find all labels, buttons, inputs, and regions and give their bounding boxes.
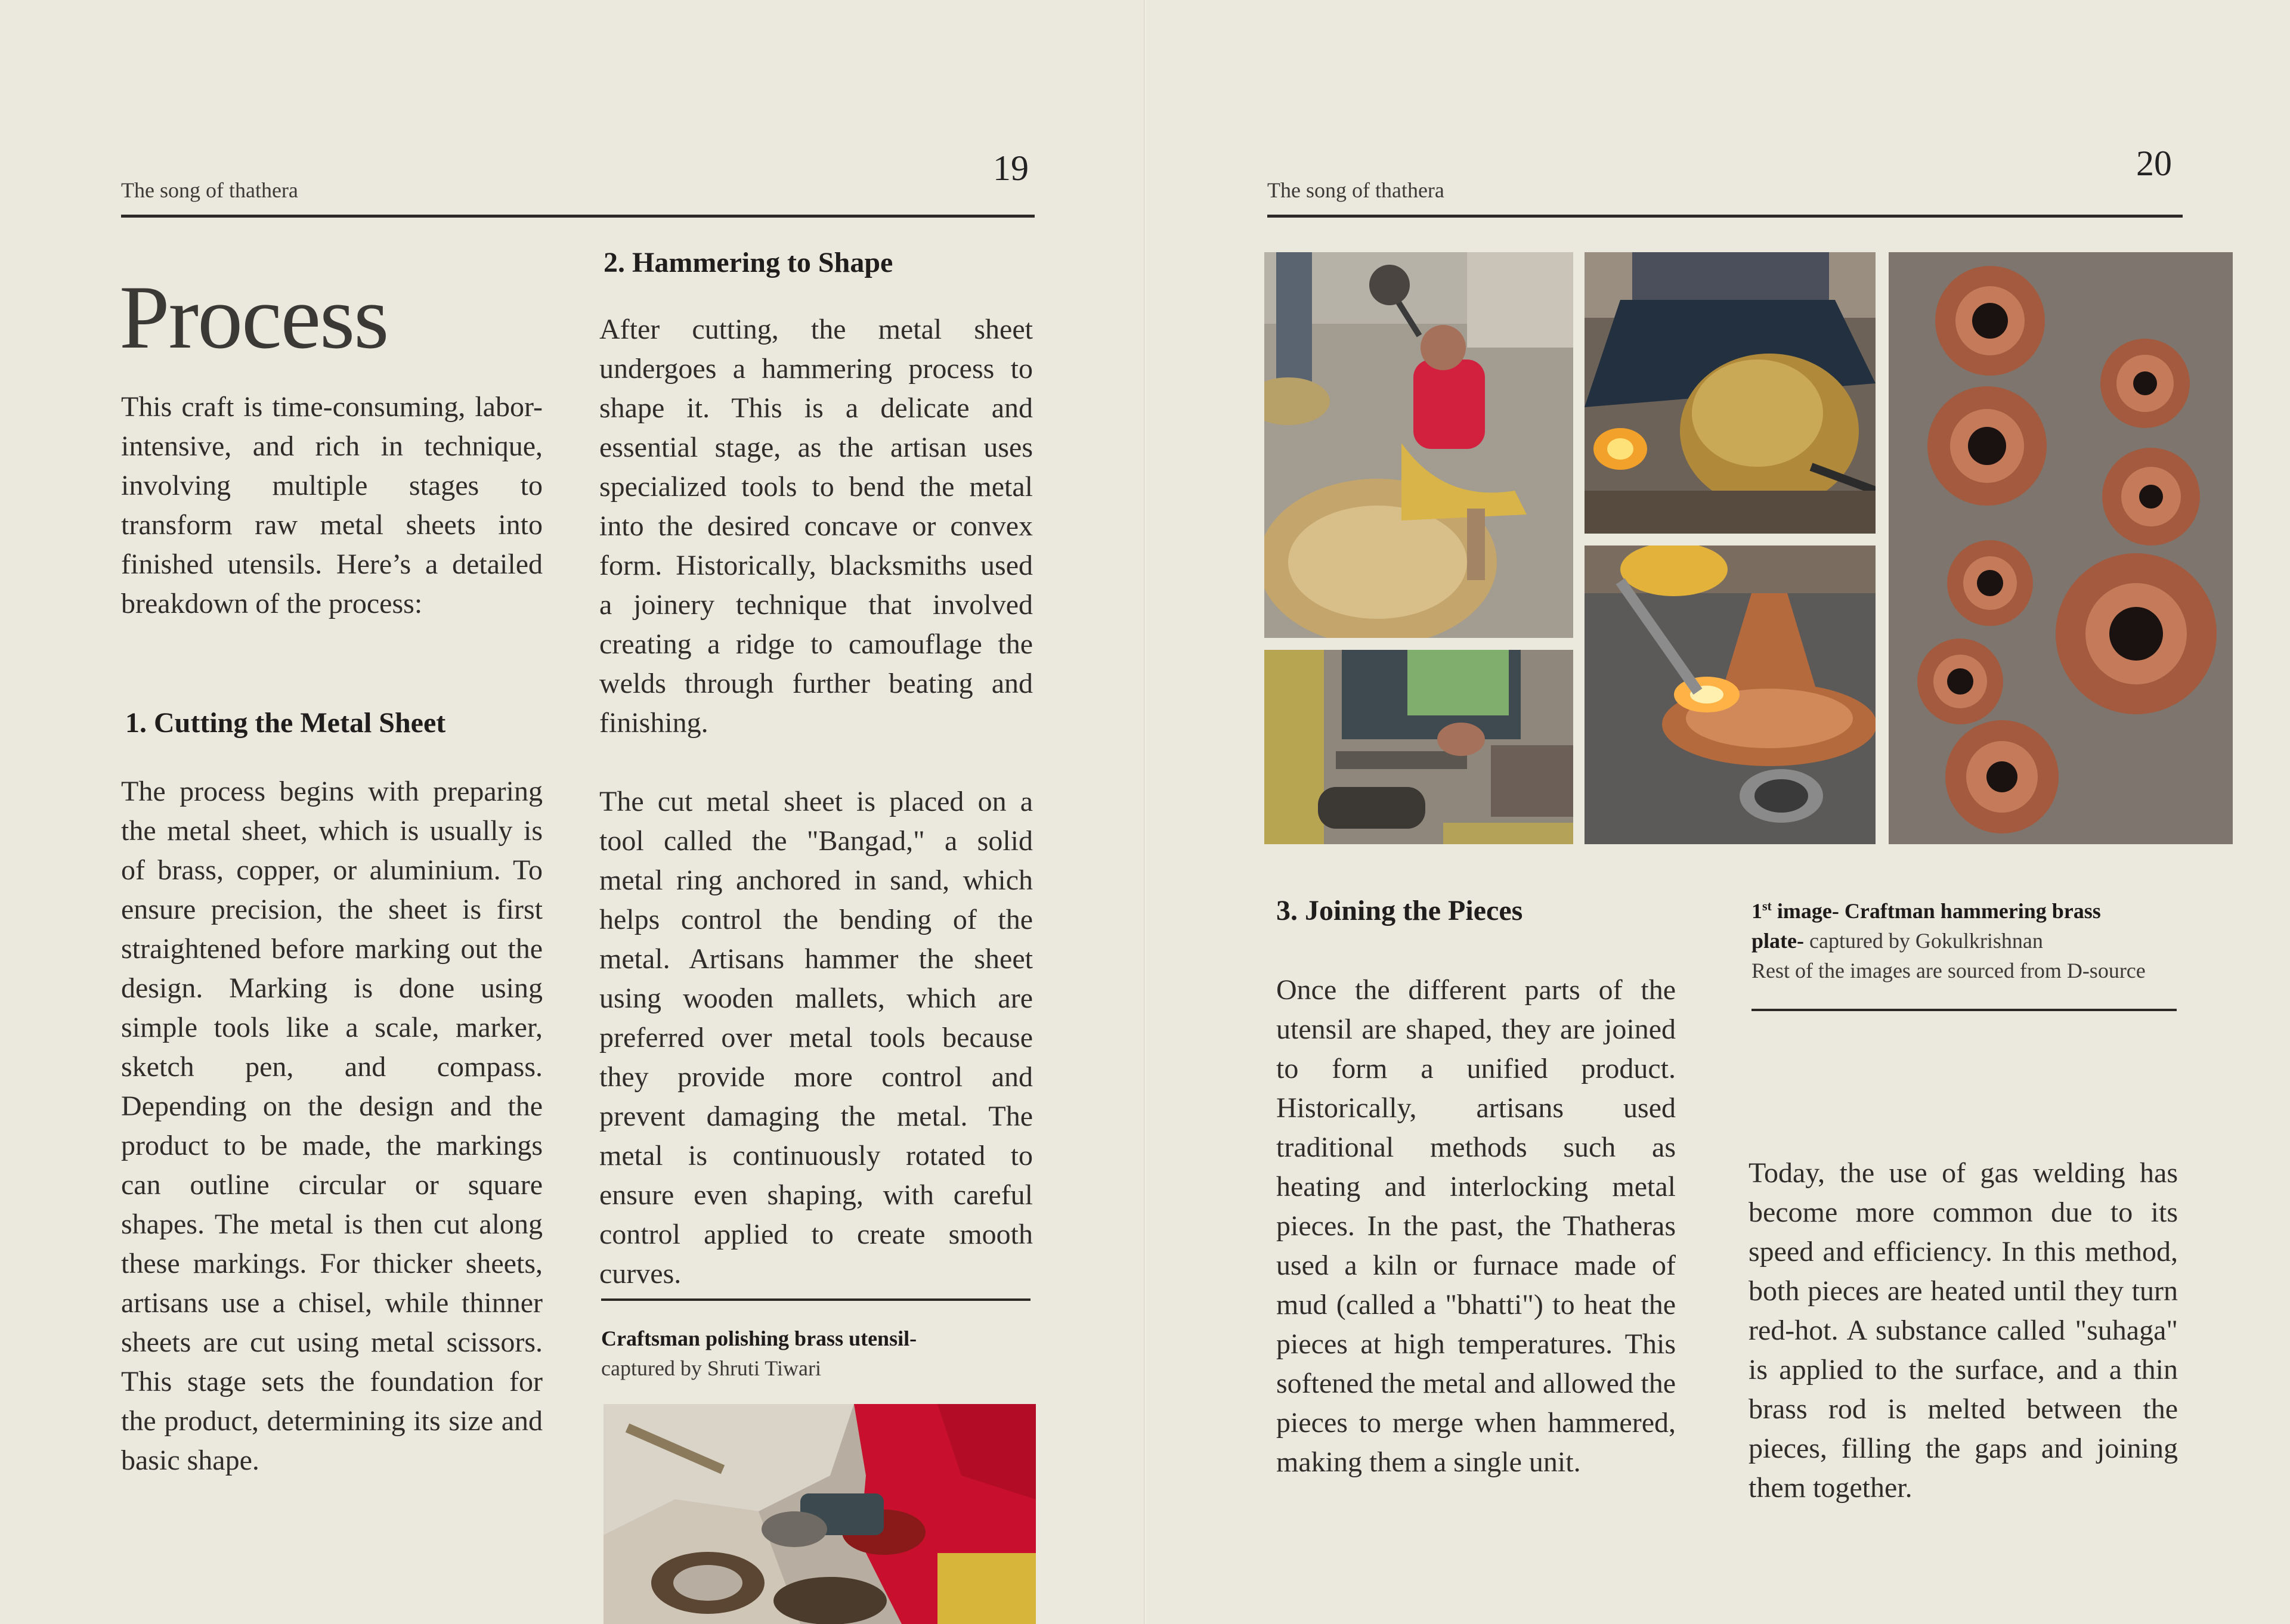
- copper-pots-photo: [1889, 252, 2233, 844]
- caption-bold-1: image- Craftman hammering brass: [1771, 899, 2101, 923]
- section-heading-joining: 3. Joining the Pieces: [1276, 895, 1523, 926]
- right-page: [1146, 0, 2290, 1624]
- chisel-cutting-photo: [1264, 650, 1573, 844]
- hammering-paragraph-2: The cut metal sheet is placed on a tool called the "Bangad," a solid metal ring anchored in sand, which helps control the bending of the metal. Artisans hammer the sheet using wooden mallets, which are preferred over metal tools because they provide more control and prevent damaging the metal. The metal is continuously rotated to ensure even shaping, with careful control applied to create smooth curves.: [599, 786, 1033, 1290]
- page-title: Process: [119, 267, 388, 367]
- hammering-paragraph-1: After cutting, the metal sheet undergoes a hammering process to shape it. This is a delicate and essential stage, as the artisan uses specialized tools to bend the metal into the desired concave or convex form. Historically, blacksmiths used a joinery technique that involved creating a ridge to camouflage the welds through further beating and finishing.: [599, 314, 1033, 739]
- running-head: The song of thathera: [1267, 178, 1444, 202]
- joining-paragraph: Once the different parts of the utensil are shaped, they are joined to form a unified product. Historically, artisans used traditional methods such as heating and interlocking metal pieces. In the past, the Thatheras used a kiln or furnace made of mud (called a "bhatti") to heat the pieces at high temperatures. This softened the metal and allowed the pieces to merge when hammered, making them a single unit.: [1276, 974, 1676, 1478]
- caption-number: 1: [1751, 899, 1762, 923]
- caption-rule: [1751, 1009, 2177, 1011]
- caption-source: Rest of the images are sourced from D-source: [1751, 959, 2146, 983]
- photo-caption: [601, 1324, 1042, 1383]
- caption-superscript: st: [1762, 898, 1772, 913]
- welding-paragraph: Today, the use of gas welding has become more common due to its speed and efficiency. In this method, both pieces are heated until they turn red-hot. A substance called "suhaga" is applied to the surface, and a thin brass rod is melted between the pieces, filling the gaps and joining them together.: [1749, 1157, 2178, 1504]
- intro-paragraph: This craft is time-consuming, labor-intensive, and rich in technique, involving multiple stages to transform raw metal sheets into finished utensils. Here’s a detailed breakdown of the process:: [121, 391, 543, 619]
- polishing-photo: [604, 1404, 1036, 1624]
- header-rule: [1267, 215, 2183, 218]
- hammering-plate-photo: [1264, 252, 1573, 638]
- section-heading-cutting: 1. Cutting the Metal Sheet: [125, 707, 446, 739]
- welding-dome-photo: [1585, 252, 1876, 534]
- torch-heating-photo: [1585, 546, 1876, 844]
- page-number: 19: [993, 148, 1029, 188]
- caption-bold-2: plate-: [1751, 929, 1804, 953]
- header-rule: [121, 215, 1035, 218]
- caption-bold: Craftsman polishing brass utensil-: [601, 1327, 917, 1350]
- caption-credit: captured by Shruti Tiwari: [601, 1356, 821, 1380]
- page-number: 20: [2136, 144, 2172, 183]
- photo-caption: [1751, 891, 2229, 985]
- running-head: The song of thathera: [121, 178, 298, 202]
- caption-rule: [601, 1298, 1030, 1301]
- cutting-paragraph: The process begins with preparing the metal sheet, which is usually is of brass, copper, or aluminium. To ensure precision, the sheet is first straightened before marking out the design. Marking is done using simple tools like a scale, marker, sketch pen, and compass. Depending on the design and the product to be made, the markings can outline circular or square shapes. The metal is then cut along these markings. For thicker sheets, artisans use a chisel, while thinner sheets are cut using metal scissors. This stage sets the foundation for the product, determining its size and basic shape.: [121, 776, 543, 1476]
- caption-credit: captured by Gokulkrishnan: [1803, 929, 2043, 953]
- section-heading-hammering: 2. Hammering to Shape: [604, 247, 893, 278]
